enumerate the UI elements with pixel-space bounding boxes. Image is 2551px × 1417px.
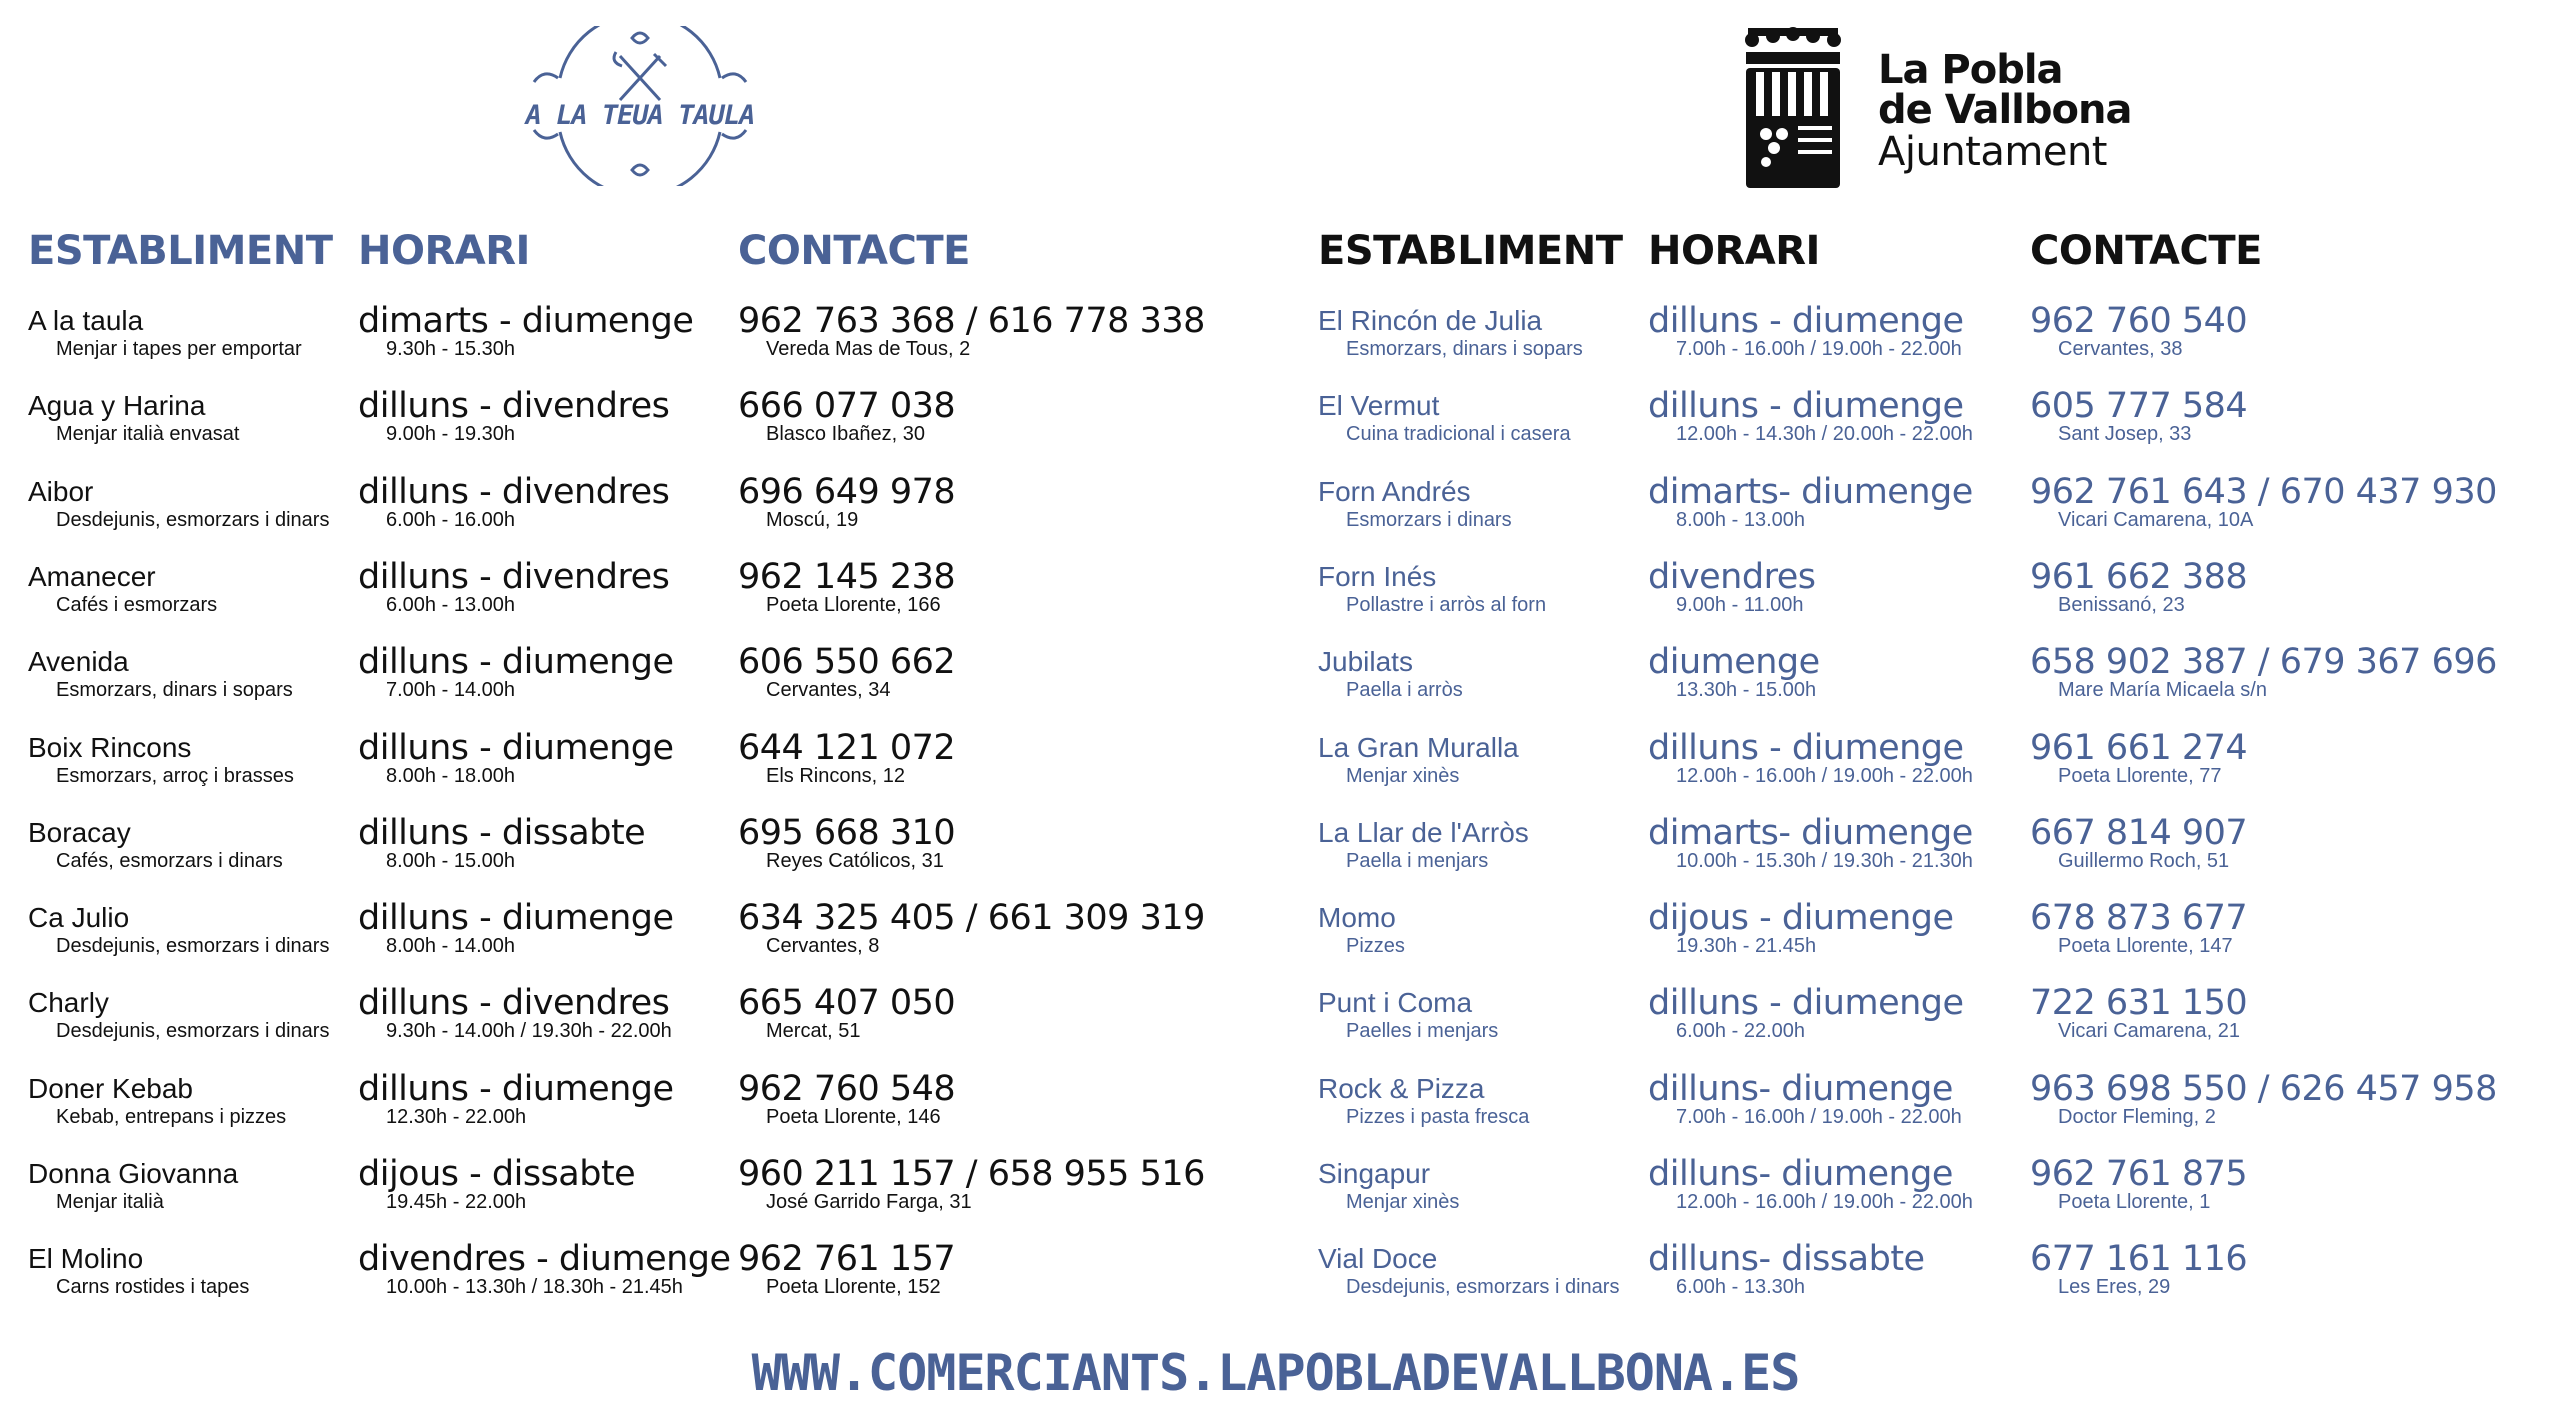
- contact-cell: [738, 1239, 956, 1326]
- contact-cell: [2030, 471, 2497, 559]
- schedule-days: dilluns - diumenge: [1648, 386, 1964, 427]
- contact-address: Poeta Llorente, 1: [2058, 1191, 2211, 1213]
- establishment-type: Cuina tradicional i casera: [1346, 423, 1571, 446]
- contact-phone[interactable]: 962 760 540: [2030, 301, 2248, 341]
- establishment-cell: [28, 560, 217, 644]
- schedule-days: diumenge: [1648, 642, 1820, 683]
- establishment-name: Donna Giovanna: [28, 1158, 239, 1189]
- contact-cell: [2030, 983, 2248, 1070]
- contact-address: Poeta Llorente, 77: [2058, 764, 2222, 787]
- schedule-hours: 8.00h - 15.00h: [386, 849, 515, 872]
- contact-phone[interactable]: 667 814 907: [2030, 812, 2248, 853]
- schedule-hours: 9.30h - 14.00h / 19.30h - 22.00h: [386, 1020, 672, 1043]
- establishment-type: Menjar i tapes per emportar: [56, 338, 302, 360]
- contact-address: Sant Josep, 33: [2058, 423, 2192, 446]
- schedule-hours: 12.00h - 16.00h / 19.00h - 22.00h: [1676, 1191, 1973, 1213]
- contact-address: Cervantes, 8: [766, 935, 880, 958]
- schedule-cell: [1648, 727, 1973, 815]
- schedule-hours: 10.00h - 13.30h / 18.30h - 21.45h: [386, 1276, 683, 1299]
- contact-phone[interactable]: 666 077 038: [738, 386, 956, 427]
- contact-cell: [2030, 301, 2248, 388]
- schedule-hours: 6.00h - 22.00h: [1676, 1020, 1805, 1043]
- establishment-type: Kebab, entrepans i pizzes: [56, 1105, 287, 1128]
- contact-address: Poeta Llorente, 146: [766, 1105, 941, 1128]
- contact-cell: [2030, 727, 2248, 815]
- contact-cell: [2030, 1239, 2248, 1326]
- schedule-cell: [358, 301, 694, 388]
- contact-cell: [738, 1068, 956, 1156]
- schedule-hours: 13.30h - 15.00h: [1676, 679, 1817, 702]
- header-establishment: ESTABLIMENT: [28, 228, 333, 274]
- establishment-type: Desdejunis, esmorzars i dinars: [1346, 1276, 1620, 1299]
- contact-phone[interactable]: 644 121 072: [738, 727, 956, 768]
- contact-address: Blasco Ibañez, 30: [766, 423, 925, 446]
- schedule-cell: [1648, 471, 1973, 559]
- header-establishment: ESTABLIMENT: [1318, 228, 1623, 274]
- contact-address: Cervantes, 38: [2058, 338, 2183, 360]
- brand-text: [1878, 47, 2132, 175]
- establishment-name: Ca Julio: [28, 902, 130, 934]
- schedule-cell: [1648, 812, 1973, 900]
- establishment-cell: [1318, 304, 1583, 388]
- establishment-type: Paelles i menjars: [1346, 1020, 1499, 1043]
- establishment-name: A la taula: [28, 305, 144, 336]
- coat-of-arms-icon: [1738, 22, 1848, 192]
- contact-address: Poeta Llorente, 147: [2058, 935, 2233, 958]
- schedule-cell: [1648, 642, 1820, 729]
- brand-line-2: de Vallbona: [1878, 87, 2132, 133]
- schedule-cell: [358, 471, 670, 559]
- schedule-days: dilluns - divendres: [358, 556, 670, 597]
- establishment-cell: [1318, 645, 1463, 729]
- contact-phone[interactable]: 962 145 238: [738, 556, 956, 597]
- contact-phone[interactable]: 962 761 157: [738, 1239, 956, 1280]
- schedule-cell: [1648, 301, 1964, 388]
- schedule-cell: [1648, 1154, 1973, 1241]
- contact-phone[interactable]: 961 662 388: [2030, 556, 2248, 597]
- schedule-cell: [1648, 386, 1973, 473]
- contact-address: Poeta Llorente, 152: [766, 1276, 941, 1299]
- establishment-type: Desdejunis, esmorzars i dinars: [56, 935, 330, 958]
- schedule-hours: 8.00h - 13.00h: [1676, 508, 1805, 531]
- schedule-hours: 9.00h - 19.30h: [386, 423, 515, 446]
- schedule-hours: 6.00h - 13.30h: [1676, 1276, 1805, 1299]
- establishment-cell: [28, 816, 283, 900]
- contact-address: Reyes Católicos, 31: [766, 849, 944, 872]
- establishment-cell: [28, 901, 329, 985]
- schedule-cell: [358, 1068, 674, 1156]
- a-la-teua-taula-logo: [520, 26, 760, 186]
- schedule-days: dilluns- diumenge: [1648, 1154, 1953, 1194]
- schedule-cell: [1648, 898, 1954, 985]
- contact-address: Poeta Llorente, 166: [766, 593, 941, 616]
- schedule-hours: 9.00h - 11.00h: [1676, 593, 1804, 616]
- schedule-cell: [1648, 556, 1816, 644]
- contact-phone[interactable]: 962 760 548: [738, 1068, 956, 1109]
- contact-phone[interactable]: 961 661 274: [2030, 727, 2248, 768]
- establishment-name: Jubilats: [1318, 646, 1413, 678]
- contact-cell: [2030, 898, 2248, 985]
- contact-cell: [738, 727, 956, 815]
- establishment-cell: [1318, 986, 1498, 1070]
- schedule-hours: 12.30h - 22.00h: [386, 1105, 527, 1128]
- contact-phone[interactable]: 962 761 643 / 670 437 930: [2030, 471, 2497, 512]
- contact-cell: [2030, 642, 2497, 729]
- schedule-days: dijous - diumenge: [1648, 898, 1954, 939]
- schedule-days: dilluns - diumenge: [358, 642, 674, 683]
- contact-cell: [738, 898, 1205, 985]
- establishment-name: Vial Doce: [1318, 1243, 1438, 1275]
- contact-phone[interactable]: 962 763 368 / 616 778 338: [738, 301, 1205, 341]
- contact-phone[interactable]: 960 211 157 / 658 955 516: [738, 1154, 1205, 1194]
- schedule-days: dilluns - diumenge: [358, 1068, 674, 1109]
- schedule-days: dimarts- diumenge: [1648, 471, 1973, 512]
- header-contact: CONTACTE: [2030, 228, 2262, 274]
- establishment-cell: [1318, 901, 1405, 985]
- schedule-days: dimarts- diumenge: [1648, 812, 1973, 853]
- contact-address: Moscú, 19: [766, 508, 859, 531]
- establishment-cell: [28, 475, 329, 559]
- schedule-hours: 8.00h - 14.00h: [386, 935, 515, 958]
- establishment-cell: [28, 645, 293, 729]
- schedule-cell: [358, 1154, 636, 1241]
- establishment-cell: [1318, 560, 1546, 644]
- schedule-cell: [358, 812, 646, 900]
- contact-cell: [738, 471, 956, 559]
- schedule-days: dilluns - diumenge: [1648, 727, 1964, 768]
- establishment-type: Esmorzars, dinars i sopars: [56, 679, 293, 702]
- establishment-name: La Llar de l'Arròs: [1318, 816, 1529, 848]
- schedule-hours: 19.30h - 21.45h: [1676, 935, 1817, 958]
- establishment-name: Agua y Harina: [28, 390, 206, 422]
- contact-cell: [738, 1154, 1205, 1241]
- schedule-hours: 7.00h - 16.00h / 19.00h - 22.00h: [1676, 1105, 1962, 1128]
- schedule-cell: [358, 386, 670, 473]
- establishment-name: Doner Kebab: [28, 1072, 194, 1104]
- contact-phone[interactable]: 677 161 116: [2030, 1239, 2248, 1280]
- footer-website-link[interactable]: WWW.COMERCIANTS.LAPOBLADEVALLBONA.ES: [751, 1344, 1800, 1402]
- schedule-days: dilluns - divendres: [358, 386, 670, 427]
- schedule-days: dimarts - diumenge: [358, 301, 694, 341]
- schedule-hours: 10.00h - 15.30h / 19.30h - 21.30h: [1676, 849, 1973, 872]
- establishment-type: Pollastre i arròs al forn: [1346, 593, 1547, 616]
- contact-phone[interactable]: 963 698 550 / 626 457 958: [2030, 1068, 2497, 1109]
- schedule-hours: 6.00h - 13.00h: [386, 593, 515, 616]
- contact-address: Vereda Mas de Tous, 2: [766, 338, 971, 360]
- establishment-type: Menjar xinès: [1346, 764, 1460, 787]
- schedule-hours: 12.00h - 16.00h / 19.00h - 22.00h: [1676, 764, 1973, 787]
- schedule-hours: 8.00h - 18.00h: [386, 764, 515, 787]
- schedule-hours: 9.30h - 15.30h: [386, 338, 515, 360]
- establishment-type: Desdejunis, esmorzars i dinars: [56, 508, 330, 531]
- contact-phone[interactable]: 962 761 875: [2030, 1154, 2248, 1194]
- establishment-type: Pizzes i pasta fresca: [1346, 1105, 1530, 1128]
- contact-cell: [738, 642, 956, 729]
- schedule-cell: [358, 898, 674, 985]
- schedule-days: dilluns - divendres: [358, 471, 670, 512]
- establishment-cell: [28, 1157, 238, 1241]
- establishment-type: Paella i arròs: [1346, 679, 1463, 702]
- establishment-type: Esmorzars i dinars: [1346, 508, 1512, 531]
- establishment-name: Charly: [28, 987, 109, 1019]
- contact-address: Benissanó, 23: [2058, 593, 2185, 616]
- schedule-days: dilluns - diumenge: [1648, 301, 1964, 341]
- contact-address: Mercat, 51: [766, 1020, 861, 1043]
- schedule-hours: 7.00h - 16.00h / 19.00h - 22.00h: [1676, 338, 1962, 360]
- establishment-name: Singapur: [1318, 1158, 1431, 1189]
- establishment-name: Boracay: [28, 816, 131, 848]
- establishment-cell: [28, 304, 302, 388]
- contact-phone[interactable]: 695 668 310: [738, 812, 956, 853]
- establishment-cell: [28, 731, 294, 815]
- schedule-days: divendres - diumenge: [358, 1239, 731, 1280]
- contact-address: Doctor Fleming, 2: [2058, 1105, 2216, 1128]
- contact-phone[interactable]: 722 631 150: [2030, 983, 2248, 1024]
- establishment-name: Momo: [1318, 902, 1396, 934]
- contact-address: Guillermo Roch, 51: [2058, 849, 2230, 872]
- establishment-cell: [1318, 816, 1529, 900]
- schedule-cell: [358, 556, 670, 644]
- establishment-name: Punt i Coma: [1318, 987, 1473, 1019]
- establishment-type: Paella i menjars: [1346, 849, 1489, 872]
- schedule-hours: 6.00h - 16.00h: [386, 508, 515, 531]
- establishment-cell: [28, 1072, 286, 1156]
- establishment-name: Amanecer: [28, 560, 156, 592]
- establishment-type: Cafés i esmorzars: [56, 593, 218, 616]
- establishment-cell: [28, 1242, 249, 1326]
- contact-cell: [738, 386, 956, 473]
- contact-cell: [2030, 386, 2248, 473]
- contact-phone[interactable]: 658 902 387 / 679 367 696: [2030, 642, 2497, 683]
- schedule-cell: [358, 1239, 731, 1326]
- schedule-days: dilluns- diumenge: [1648, 1068, 1953, 1109]
- contact-address: Les Eres, 29: [2058, 1276, 2171, 1299]
- establishment-cell: [1318, 1072, 1529, 1156]
- contact-cell: [738, 556, 956, 644]
- establishment-name: El Vermut: [1318, 390, 1440, 422]
- contact-cell: [2030, 812, 2248, 900]
- contact-address: Vicari Camarena, 10A: [2058, 508, 2254, 531]
- establishment-cell: [1318, 389, 1571, 473]
- contact-cell: [738, 301, 1205, 388]
- establishment-type: Pizzes: [1346, 935, 1405, 958]
- contact-phone[interactable]: 605 777 584: [2030, 386, 2248, 427]
- establishment-type: Desdejunis, esmorzars i dinars: [56, 1020, 330, 1043]
- establishment-name: La Gran Muralla: [1318, 731, 1519, 763]
- contact-phone[interactable]: 606 550 662: [738, 642, 956, 683]
- header-contact: CONTACTE: [738, 228, 970, 274]
- establishment-name: Forn Inés: [1318, 560, 1437, 592]
- logo-text: A LA TEUA TAULA: [525, 100, 755, 131]
- establishment-name: Boix Rincons: [28, 731, 192, 763]
- contact-address: José Garrido Farga, 31: [766, 1191, 972, 1213]
- establishment-type: Carns rostides i tapes: [56, 1276, 250, 1299]
- schedule-hours: 7.00h - 14.00h: [386, 679, 515, 702]
- establishment-name: Rock & Pizza: [1318, 1072, 1485, 1104]
- schedule-hours: 19.45h - 22.00h: [386, 1191, 527, 1213]
- contact-cell: [738, 812, 956, 900]
- contact-phone[interactable]: 634 325 405 / 661 309 319: [738, 898, 1205, 939]
- schedule-hours: 12.00h - 14.30h / 20.00h - 22.00h: [1676, 423, 1973, 446]
- establishment-name: El Molino: [28, 1243, 144, 1275]
- contact-cell: [738, 983, 956, 1070]
- header-schedule: HORARI: [1648, 228, 1820, 274]
- establishment-name: Aibor: [28, 475, 94, 507]
- schedule-cell: [358, 727, 674, 815]
- establishment-cell: [1318, 475, 1512, 559]
- establishment-type: Esmorzars, arroç i brasses: [56, 764, 294, 787]
- schedule-days: dilluns - dissabte: [358, 812, 646, 853]
- schedule-cell: [1648, 1239, 1925, 1326]
- contact-address: Mare María Micaela s/n: [2058, 679, 2267, 702]
- establishment-type: Cafés, esmorzars i dinars: [56, 849, 283, 872]
- establishment-type: Esmorzars, dinars i sopars: [1346, 338, 1583, 360]
- contact-cell: [2030, 556, 2248, 644]
- establishment-type: Menjar italià: [56, 1191, 164, 1213]
- schedule-cell: [358, 642, 674, 729]
- establishment-cell: [28, 986, 329, 1070]
- schedule-cell: [1648, 983, 1964, 1070]
- schedule-days: divendres: [1648, 556, 1816, 597]
- schedule-days: dilluns - divendres: [358, 983, 670, 1024]
- establishment-cell: [1318, 1157, 1459, 1241]
- establishment-cell: [28, 389, 239, 473]
- establishment-cell: [1318, 731, 1519, 815]
- brand-line-1: La Pobla: [1878, 47, 2063, 93]
- schedule-days: dilluns- dissabte: [1648, 1239, 1925, 1280]
- contact-cell: [2030, 1068, 2497, 1156]
- establishment-type: Menjar italià envasat: [56, 423, 240, 446]
- contact-phone[interactable]: 696 649 978: [738, 471, 956, 512]
- ajuntament-logo: [1738, 22, 2178, 192]
- contact-address: Vicari Camarena, 21: [2058, 1020, 2240, 1043]
- establishment-name: Avenida: [28, 646, 129, 678]
- header-schedule: HORARI: [358, 228, 530, 274]
- contact-address: Cervantes, 34: [766, 679, 891, 702]
- schedule-days: dijous - dissabte: [358, 1154, 636, 1194]
- contact-cell: [2030, 1154, 2248, 1241]
- establishment-name: El Rincón de Julia: [1318, 305, 1543, 336]
- contact-phone[interactable]: 678 873 677: [2030, 898, 2248, 939]
- establishment-name: Forn Andrés: [1318, 475, 1471, 507]
- contact-address: Els Rincons, 12: [766, 764, 905, 787]
- contact-phone[interactable]: 665 407 050: [738, 983, 956, 1024]
- establishment-type: Menjar xinès: [1346, 1191, 1460, 1213]
- establishment-cell: [1318, 1242, 1619, 1326]
- schedule-days: dilluns - diumenge: [358, 898, 674, 939]
- brand-line-3: Ajuntament: [1878, 129, 2107, 175]
- schedule-cell: [1648, 1068, 1962, 1156]
- schedule-cell: [358, 983, 672, 1070]
- schedule-days: dilluns - diumenge: [358, 727, 674, 768]
- schedule-days: dilluns - diumenge: [1648, 983, 1964, 1024]
